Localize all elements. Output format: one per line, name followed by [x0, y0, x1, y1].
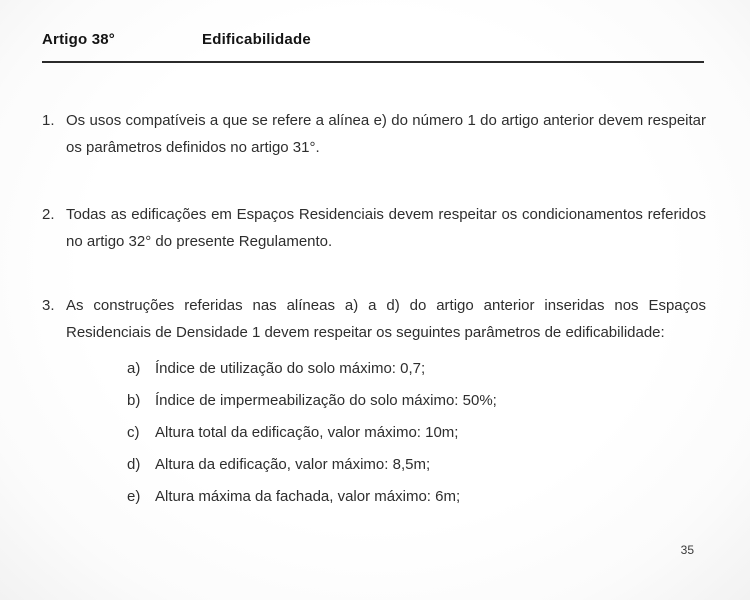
sub-list-item: [127, 451, 706, 478]
item-number: 3.: [42, 297, 55, 314]
item-number: 2.: [42, 206, 55, 223]
item-text: Todas as edificações em Espaços Residenciais devem respeitar os condicionamentos referidos no artigo 32° do presente Regulamento.: [66, 206, 706, 250]
list-item: [42, 201, 706, 255]
article-title: Edificabilidade: [202, 31, 311, 48]
page-number: 35: [680, 543, 694, 557]
sub-item-letter: e): [127, 488, 141, 505]
sub-item-letter: a): [127, 360, 141, 377]
list-item: [42, 107, 706, 161]
sub-list-item: [127, 355, 706, 382]
sub-item-text: Índice de utilização do solo máximo: 0,7;: [155, 360, 426, 377]
sub-item-text: Altura total da edificação, valor máximo: 10m;: [155, 424, 459, 441]
sub-item-list: [127, 355, 706, 510]
article-number: Artigo 38°: [42, 31, 116, 48]
sub-item-letter: d): [127, 456, 141, 473]
item-text: Os usos compatíveis a que se refere a alínea e) do número 1 do artigo anterior devem respeitar os parâmetros definidos no artigo 31°.: [66, 112, 706, 156]
sub-item-text: Altura da edificação, valor máximo: 8,5m;: [155, 456, 431, 473]
item-text: As construções referidas nas alíneas a) a d) do artigo anterior inseridas nos Espaços Residenciais de Densidade 1 devem respeitar os seguintes parâmetros de edificabilidade:: [66, 297, 706, 341]
article-header: [42, 31, 706, 48]
header-rule: [42, 61, 704, 63]
item-number: 1.: [42, 112, 55, 129]
sub-list-item: [127, 419, 706, 446]
article-items: [42, 107, 706, 515]
sub-item-letter: b): [127, 392, 141, 409]
sub-item-letter: c): [127, 424, 140, 441]
sub-list-item: [127, 483, 706, 510]
list-item: [42, 292, 706, 515]
sub-list-item: [127, 387, 706, 414]
sub-item-text: Índice de impermeabilização do solo máximo: 50%;: [155, 392, 497, 409]
sub-item-text: Altura máxima da fachada, valor máximo: 6m;: [155, 488, 461, 505]
